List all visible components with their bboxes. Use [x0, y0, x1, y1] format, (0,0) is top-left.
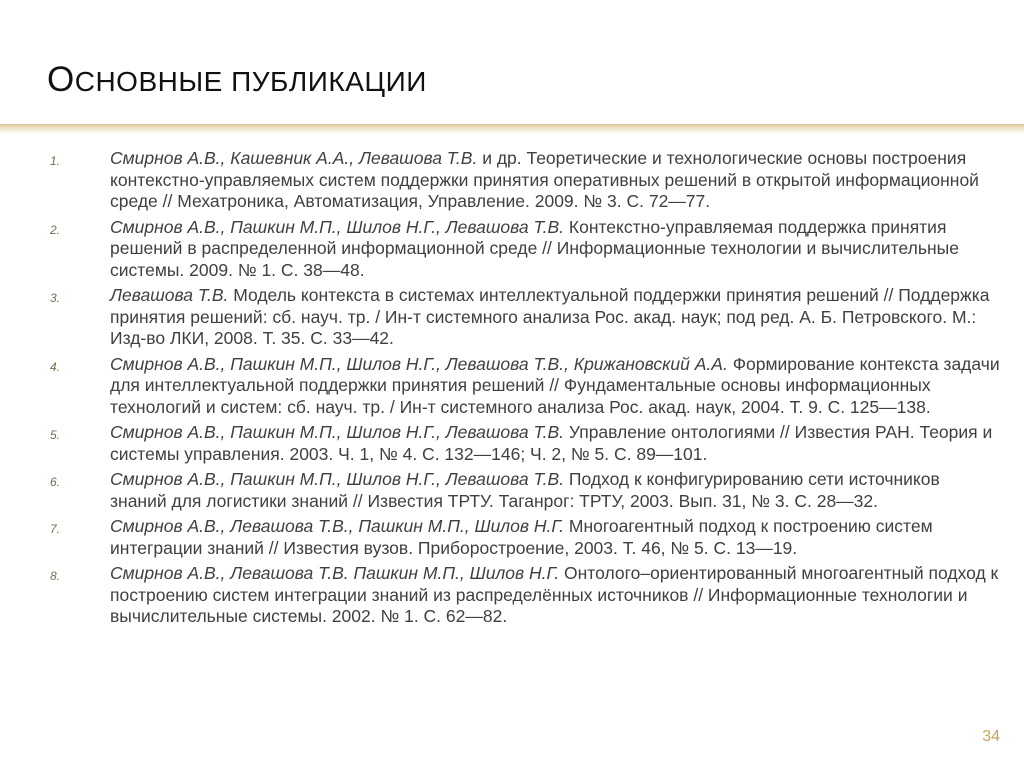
publication-number: 8. [50, 569, 61, 583]
publication-text: Управление онтологиями // Известия РАН. Теория и системы управления. 2003. Ч. 1, № 4. С. 132—146; Ч. 2, № 5. С. 89—101. [110, 422, 993, 464]
publication-number: 4. [50, 359, 61, 374]
publication-text: и др. Теоретические и технологические основы построения контекстно-управляемых систем поддержки принятия оперативных решений в открытой информационной среде // Мехатроника, Автоматизация, Управление. 2009. № 3. С. 72—77. [110, 148, 979, 211]
publication-authors: Смирнов А.В., Левашова Т.В., Пашкин М.П., Шилов Н.Г. [110, 516, 565, 536]
slide-title-initial: О [47, 60, 75, 99]
publication-authors: Смирнов А.В., Кашевник А.А., Левашова Т.В. [110, 148, 478, 168]
publication-number: 5. [50, 428, 61, 442]
publication-item [50, 469, 1000, 512]
publication-item [50, 285, 1000, 350]
publication-authors: Смирнов А.В., Пашкин М.П., Шилов Н.Г., Левашова Т.В. [110, 422, 565, 442]
publication-number: 2. [50, 222, 61, 237]
publication-authors: Смирнов А.В., Левашова Т.В. Пашкин М.П., Шилов Н.Г. [110, 563, 560, 583]
publication-number: 3. [50, 291, 61, 305]
page-number: 34 [982, 728, 1000, 745]
publication-number: 1. [50, 154, 61, 168]
publication-authors: Смирнов А.В., Пашкин М.П., Шилов Н.Г., Левашова Т.В. [110, 216, 565, 237]
publication-item [50, 148, 1000, 213]
publication-text: Подход к конфигурированию сети источников знаний для логистики знаний // Известия ТРТУ. Таганрог: ТРТУ, 2003. Вып. 31, № 3. С. 28—32. [110, 469, 940, 511]
publication-item [50, 516, 1000, 559]
publication-number: 7. [50, 522, 61, 536]
publication-item [50, 422, 1000, 465]
publication-authors: Смирнов А.В., Пашкин М.П., Шилов Н.Г., Левашова Т.В., Крижановский А.А. [110, 353, 728, 374]
publication-text: Онтолого–ориентированный многоагентный подход к построению систем интеграции знаний из распределённых источников // Информационные технологии и вычислительные системы. 2002. № 1. С. 62—82. [110, 563, 999, 626]
publication-item [50, 354, 1000, 419]
publication-text: Контекстно-управляемая поддержка принятия решений в распределенной информационной среде // Информационные технологии и вычислительные системы. 2009. № 1. С. 38—48. [110, 216, 959, 280]
slide-title-rest: СНОВНЫЕ ПУБЛИКАЦИИ [74, 66, 427, 97]
publication-text: Многоагентный подход к построению систем интеграции знаний // Известия вузов. Приборостроение, 2003. Т. 46, № 5. С. 13—19. [110, 516, 933, 558]
publication-authors: Левашова Т.В. [110, 285, 229, 305]
slide-title [47, 58, 427, 104]
publication-item [50, 217, 1000, 282]
publication-item [50, 563, 1000, 628]
publication-number: 6. [50, 475, 61, 489]
publication-list [50, 148, 1000, 632]
publication-authors: Смирнов А.В., Пашкин М.П., Шилов Н.Г., Левашова Т.В. [110, 469, 565, 489]
publication-text: Формирование контекста задачи для интеллектуальной поддержки принятия решений // Фундаментальные основы информационных технологий и систем: сб. науч. тр. / Ин-т системного анализа Рос. акад. наук, 2004. Т. 9. С. 125—138. [110, 353, 1000, 417]
publication-text: Модель контекста в системах интеллектуальной поддержки принятия решений // Поддержка принятия решений: сб. науч. тр. / Ин-т системного анализа Рос. акад. наук; под ред. А. Б. Петровского. М.: Изд-во ЛКИ, 2008. Т. 35. С. 33—42. [110, 285, 990, 348]
title-divider [0, 124, 1024, 134]
